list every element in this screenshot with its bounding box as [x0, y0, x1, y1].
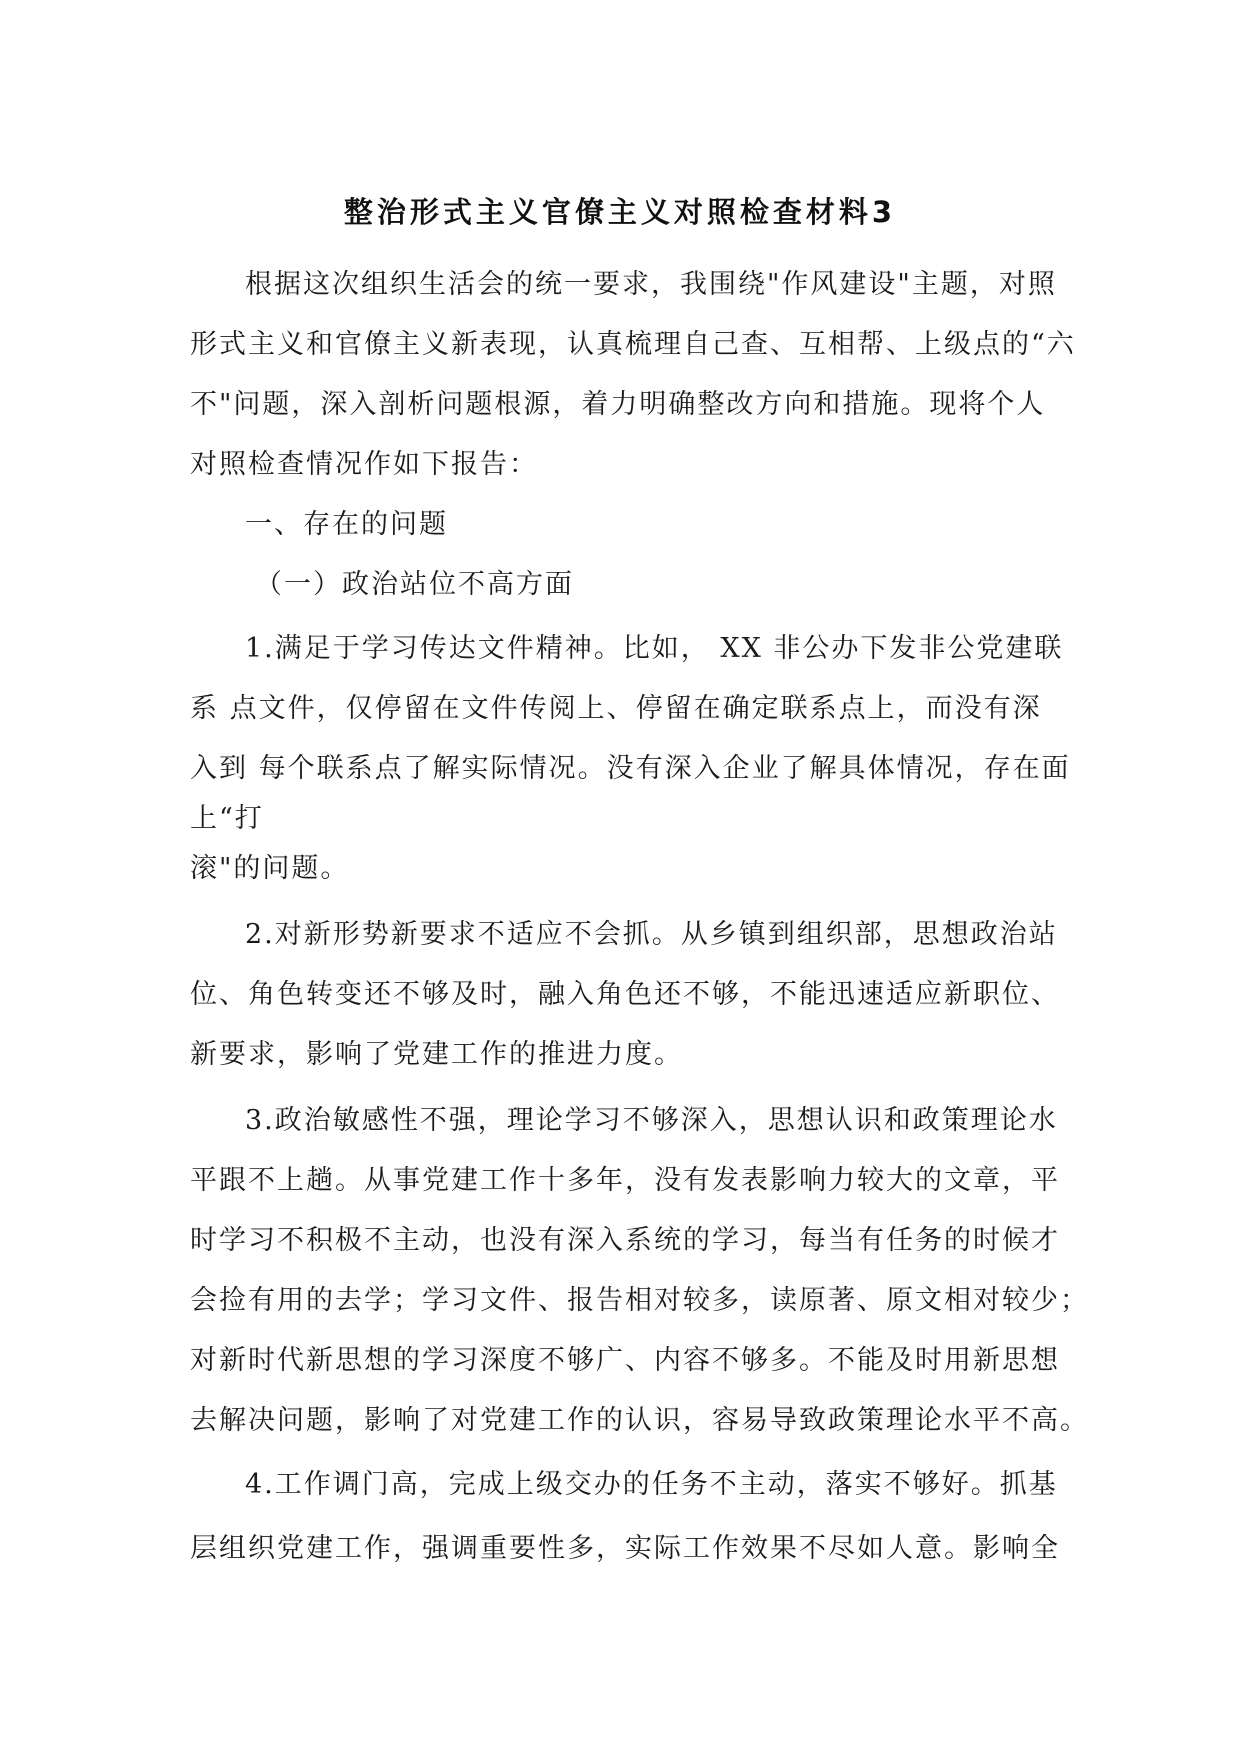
paragraph-line: 不"问题，深入剖析问题根源，着力明确整改方向和措施。现将个人 — [190, 389, 1046, 420]
document-title: 整治形式主义官僚主义对照检查材料3 — [343, 195, 897, 229]
paragraph-line: 1.满足于学习传达文件精神。比如， XX 非公办下发非公党建联 — [245, 633, 1064, 664]
paragraph-line: 位、角色转变还不够及时，融入角色还不够，不能迅速适应新职位、 — [190, 979, 1060, 1010]
paragraph-line: 去解决问题，影响了对党建工作的认识，容易导致政策理论水平不高。 — [190, 1405, 1089, 1436]
paragraph-line: 新要求，影响了党建工作的推进力度。 — [190, 1039, 683, 1070]
section-heading: 一、存在的问题 — [245, 509, 448, 540]
paragraph-line: 根据这次组织生活会的统一要求，我围绕"作风建设"主题，对照 — [245, 269, 1057, 300]
paragraph-line: 对照检查情况作如下报告： — [190, 449, 538, 480]
paragraph-line: 层组织党建工作，强调重要性多，实际工作效果不尽如人意。影响全 — [190, 1533, 1060, 1564]
paragraph-line: 入到 每个联系点了解实际情况。没有深入企业了解具体情况，存在面 — [190, 753, 1071, 784]
paragraph-line: 2.对新形势新要求不适应不会抓。从乡镇到组织部，思想政治站 — [245, 919, 1058, 950]
paragraph-line: 3.政治敏感性不强，理论学习不够深入，思想认识和政策理论水 — [245, 1105, 1058, 1136]
paragraph-line: 上“打 — [190, 803, 264, 834]
paragraph-line: 对新时代新思想的学习深度不够广、内容不够多。不能及时用新思想 — [190, 1345, 1060, 1376]
paragraph-line: 平跟不上趟。从事党建工作十多年，没有发表影响力较大的文章，平 — [190, 1165, 1060, 1196]
paragraph-line: 系 点文件，仅停留在文件传阅上、停留在确定联系点上，而没有深 — [190, 693, 1042, 724]
paragraph-line: 形式主义和官僚主义新表现，认真梳理自己查、互相帮、上级点的“六 — [190, 329, 1076, 360]
paragraph-line: 时学习不积极不主动，也没有深入系统的学习，每当有任务的时候才 — [190, 1225, 1060, 1256]
paragraph-line: 4.工作调门高，完成上级交办的任务不主动，落实不够好。抓基 — [245, 1469, 1058, 1500]
paragraph-line: 滚"的问题。 — [190, 853, 350, 884]
paragraph-line: 会捡有用的去学；学习文件、报告相对较多，读原著、原文相对较少； — [190, 1285, 1089, 1316]
subsection-heading: （一）政治站位不高方面 — [255, 569, 574, 600]
